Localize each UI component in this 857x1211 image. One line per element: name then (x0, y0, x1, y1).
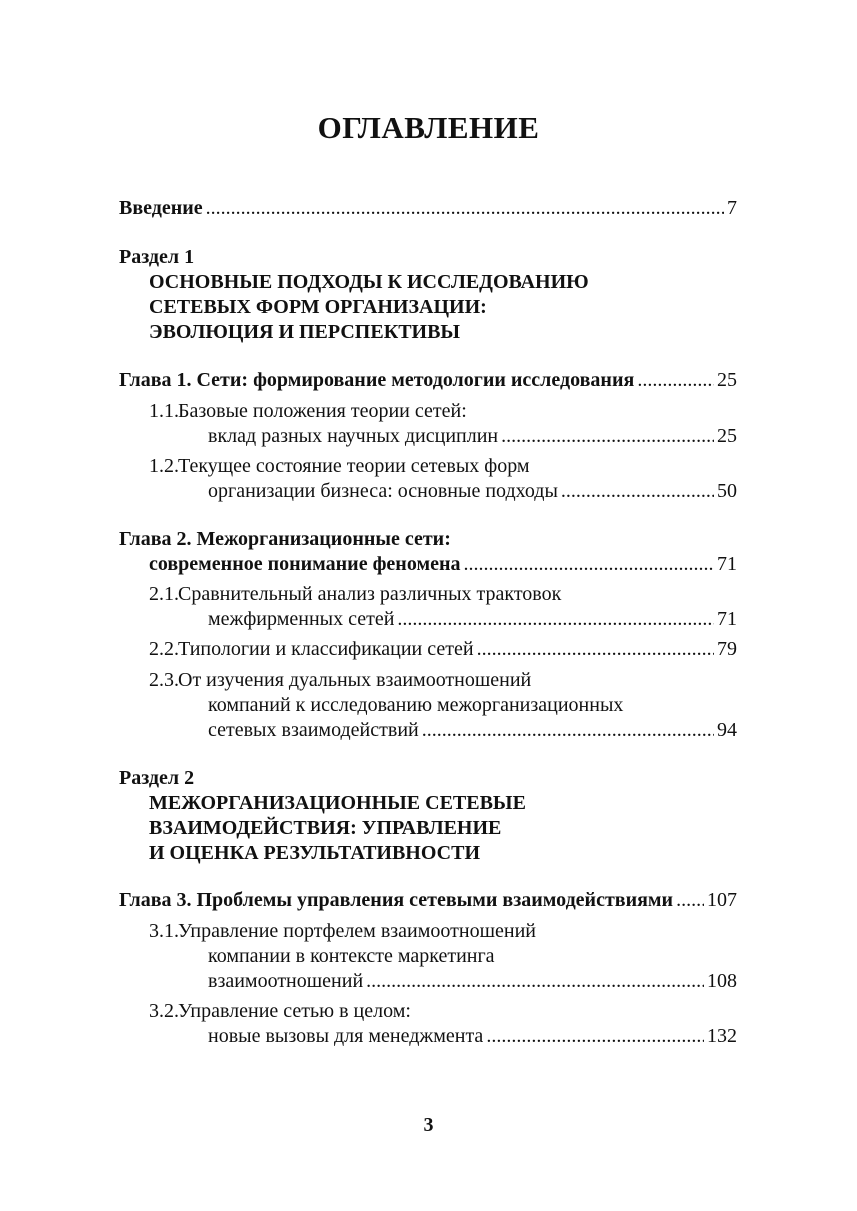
toc-page-number: 71 (717, 608, 737, 630)
item-title: Типологии и классификации сетей (178, 638, 474, 660)
section-title-line: ВЗАИМОДЕЙСТВИЯ: УПРАВЛЕНИЕ (149, 817, 502, 839)
toc-page-number: 132 (707, 1025, 737, 1047)
item-title: новые вызовы для менеджмента (208, 1025, 484, 1047)
toc-entry-label: Введение (119, 197, 203, 219)
section-label: Раздел 1 (119, 246, 195, 268)
dot-leader (463, 552, 714, 577)
toc-item-3-1[interactable] (119, 919, 737, 994)
item-title: организации бизнеса: основные подходы (208, 480, 558, 502)
item-number: 2.3. (149, 669, 179, 691)
page-number: 3 (423, 1114, 434, 1136)
toc-page-number: 107 (707, 889, 737, 911)
item-title: Базовые положения теории сетей: (178, 400, 467, 422)
dot-leader (422, 718, 714, 743)
item-title: Сравнительный анализ различных трактовок (178, 583, 562, 605)
dot-leader (366, 969, 704, 994)
dot-leader (561, 479, 714, 504)
page-title: ОГЛАВЛЕНИЕ (317, 110, 540, 145)
dot-leader (397, 607, 714, 632)
item-number: 2.1. (149, 583, 179, 605)
toc-chapter-2[interactable] (119, 527, 737, 577)
item-title: межфирменных сетей (208, 608, 395, 630)
section-title-line: МЕЖОРГАНИЗАЦИОННЫЕ СЕТЕВЫЕ (149, 792, 526, 814)
dot-leader (206, 196, 724, 221)
toc-page-number: 25 (717, 369, 737, 391)
section-1-heading[interactable] (119, 245, 737, 345)
toc-item-3-2[interactable] (119, 999, 737, 1049)
item-number: 3.2. (149, 1000, 179, 1022)
chapter-title: современное понимание феномена (149, 553, 461, 575)
dot-leader (676, 888, 704, 913)
toc-page-number: 25 (717, 425, 737, 447)
item-number: 2.2. (149, 638, 179, 660)
toc-chapter-3[interactable] (119, 888, 737, 913)
chapter-title: Глава 2. Межорганизационные сети: (119, 528, 451, 550)
item-title: Управление портфелем взаимоотношений (178, 920, 536, 942)
dot-leader (637, 368, 714, 393)
item-number: 1.2. (149, 455, 179, 477)
chapter-title: Глава 1. Сети: формирование методологии исследования (119, 369, 635, 391)
toc-page-number: 7 (727, 197, 737, 219)
item-title: компании в контексте маркетинга (208, 945, 495, 967)
section-title-line: ЭВОЛЮЦИЯ И ПЕРСПЕКТИВЫ (149, 321, 461, 343)
toc-page-number: 50 (717, 480, 737, 502)
toc-item-2-1[interactable] (119, 582, 737, 632)
item-title: компаний к исследованию межорганизационных (208, 694, 624, 716)
item-title: сетевых взаимодействий (208, 719, 419, 741)
toc-item-2-2[interactable] (119, 637, 737, 662)
section-title-line: ОСНОВНЫЕ ПОДХОДЫ К ИССЛЕДОВАНИЮ (149, 271, 589, 293)
toc-item-1-1[interactable] (119, 399, 737, 449)
section-label: Раздел 2 (119, 767, 195, 789)
toc-page-number: 94 (717, 719, 737, 741)
item-number: 3.1. (149, 920, 179, 942)
dot-leader (486, 1024, 704, 1049)
toc-page-number: 71 (717, 553, 737, 575)
section-2-heading[interactable] (119, 766, 737, 866)
item-title: Текущее состояние теории сетевых форм (178, 455, 530, 477)
toc-entry-intro[interactable] (119, 196, 737, 221)
toc-page-number: 79 (717, 638, 737, 660)
toc-page-number: 108 (707, 970, 737, 992)
item-title: взаимоотношений (208, 970, 364, 992)
chapter-title: Глава 3. Проблемы управления сетевыми взаимодействиями (119, 889, 674, 911)
item-title: Управление сетью в целом: (178, 1000, 411, 1022)
dot-leader (501, 424, 714, 449)
toc-item-2-3[interactable] (119, 668, 737, 743)
section-title-line: И ОЦЕНКА РЕЗУЛЬТАТИВНОСТИ (149, 842, 480, 864)
section-title-line: СЕТЕВЫХ ФОРМ ОРГАНИЗАЦИИ: (149, 296, 487, 318)
item-title: вклад разных научных дисциплин (208, 425, 499, 447)
toc-item-1-2[interactable] (119, 454, 737, 504)
dot-leader (477, 637, 714, 662)
toc-chapter-1[interactable] (119, 368, 737, 393)
item-number: 1.1. (149, 400, 179, 422)
item-title: От изучения дуальных взаимоотношений (178, 669, 532, 691)
